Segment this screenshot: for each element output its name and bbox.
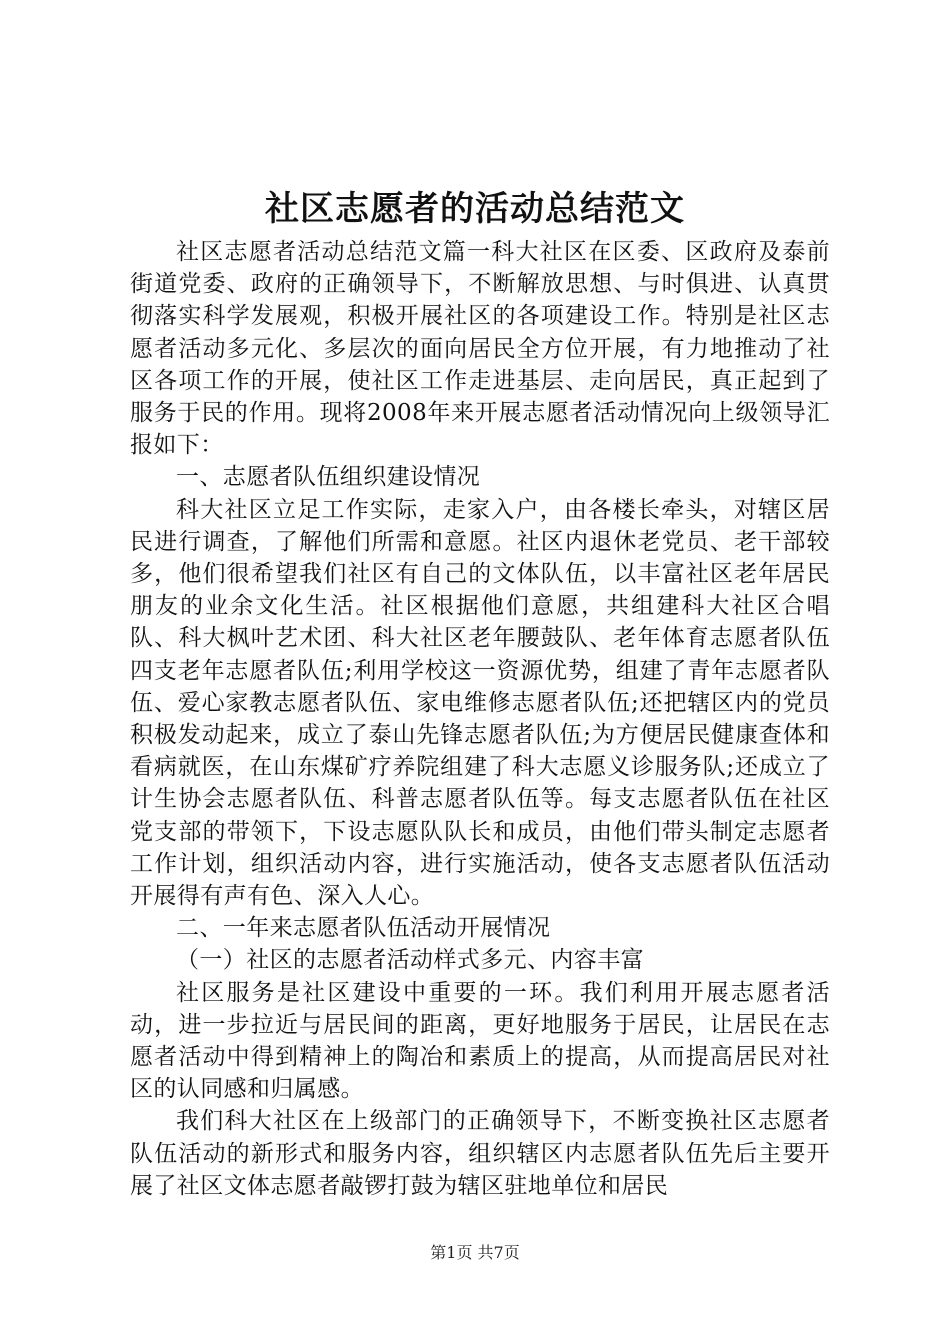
section-heading-1: 一、志愿者队伍组织建设情况: [176, 464, 481, 491]
intro-paragraph: 社区志愿者活动总结范文篇一科大社区在区委、区政府及泰前街道党委、政府的正确领导下，不断解放思想、与时俱进、认真贯彻落实科学发展观，积极开展社区的各项建设工作。特别是社区志愿者活动多元化、多层次的面向居民全方位开展，有力地推动了社区各项工作的开展，使社区工作走进基层、走向居民，真正起到了服务于民的作用。现将2008年来开展志愿者活动情况向上级领导汇报如下：: [130, 239, 830, 459]
section-1-paragraph: 科大社区立足工作实际，走家入户，由各楼长牵头，对辖区居民进行调查，了解他们所需和意愿。社区内退休老党员、老干部较多，他们很希望我们社区有自己的文体队伍，以丰富社区老年居民朋友的业余文化生活。社区根据他们意愿，共组建科大社区合唱队、科大枫叶艺术团、科大社区老年腰鼓队、老年体育志愿者队伍四支老年志愿者队伍;利用学校这一资源优势，组建了青年志愿者队伍、爱心家教志愿者队伍、家电维修志愿者队伍;还把辖区内的党员积极发动起来，成立了泰山先锋志愿者队伍;为方便居民健康查体和看病就医，在山东煤矿疗养院组建了科大志愿义诊服务队;还成立了计生协会志愿者队伍、科普志愿者队伍等。每支志愿者队伍在社区党支部的带领下，下设志愿队队长和成员，由他们带头制定志愿者工作计划，组织活动内容，进行实施活动，使各支志愿者队伍活动开展得有声有色、深入人心。: [130, 496, 830, 910]
document-title: 社区志愿者的活动总结范文: [265, 189, 685, 229]
section-heading-2: 二、一年来志愿者队伍活动开展情况: [176, 915, 551, 942]
subsection-heading-1: （一）社区的志愿者活动样式多元、内容丰富: [176, 947, 644, 974]
section-2-paragraph-1: 社区服务是社区建设中重要的一环。我们利用开展志愿者活动，进一步拉近与居民间的距离，更好地服务于居民，让居民在志愿者活动中得到精神上的陶冶和素质上的提高，从而提高居民对社区的认同感和归属感。: [130, 979, 830, 1103]
page-footer: 第1页 共7页: [430, 1243, 520, 1262]
section-2-paragraph-2: 我们科大社区在上级部门的正确领导下，不断变换社区志愿者队伍活动的新形式和服务内容，组织辖区内志愿者队伍先后主要开展了社区文体志愿者敲锣打鼓为辖区驻地单位和居民: [130, 1108, 830, 1199]
document-body: [130, 236, 830, 1202]
